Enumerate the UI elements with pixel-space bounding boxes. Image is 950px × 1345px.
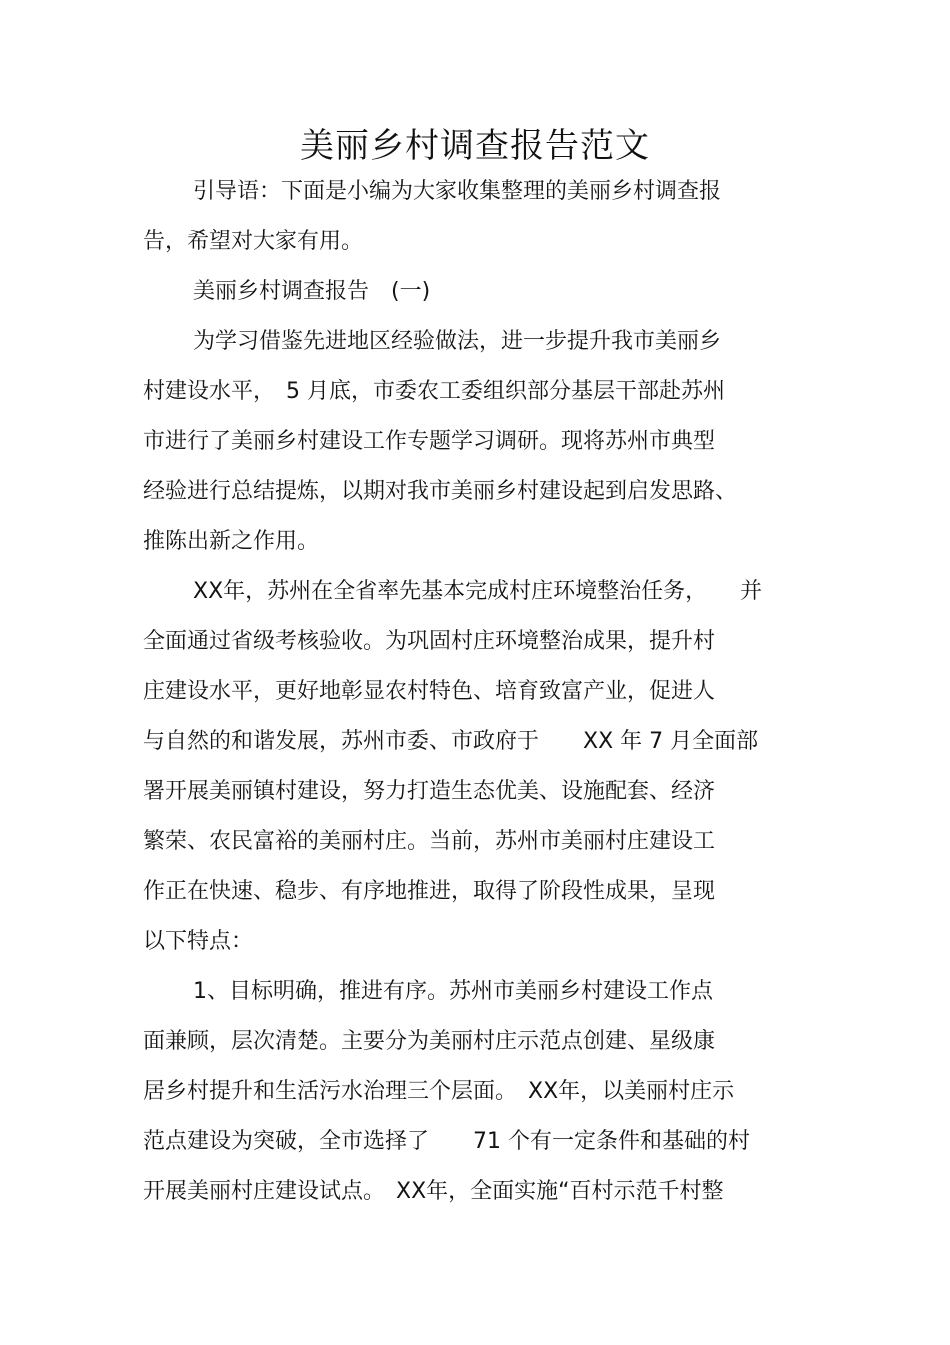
body-line-3: 为学习借鉴先进地区经验做法，进一步提升我市美丽乡 (193, 329, 722, 354)
body-line-12: 署开展美丽镇村建设，努力打造生态优美、设施配套、经济 (143, 779, 716, 804)
body-line-7: 推陈出新之作用。 (143, 529, 320, 554)
body-line-11: 与自然的和谐发展，苏州市委、市政府于 XX 年 7 月全面部 (143, 729, 759, 754)
body-line-13: 繁荣、农民富裕的美丽村庄。当前，苏州市美丽村庄建设工 (143, 829, 716, 854)
section-heading: 美丽乡村调查报告 (一) (193, 279, 431, 304)
body-line-10: 庄建设水平，更好地彰显农村特色、培育致富产业，促进人 (143, 679, 716, 704)
body-line-16: 1、目标明确，推进有序。苏州市美丽乡村建设工作点 (193, 979, 713, 1004)
body-line-17: 面兼顾，层次清楚。主要分为美丽村庄示范点创建、星级康 (143, 1029, 716, 1054)
body-line-1: 引导语：下面是小编为大家收集整理的美丽乡村调查报 (193, 179, 722, 204)
body-line-14: 作正在快速、稳步、有序地推进，取得了阶段性成果，呈现 (143, 879, 716, 904)
body-line-15: 以下特点： (143, 929, 254, 954)
body-line-5: 市进行了美丽乡村建设工作专题学习调研。现将苏州市典型 (143, 429, 716, 454)
body-line-19: 范点建设为突破，全市选择了 71 个有一定条件和基础的村 (143, 1129, 750, 1154)
body-line-18: 居乡村提升和生活污水治理三个层面。 XX年，以美丽村庄示 (143, 1079, 735, 1104)
document-title: 美丽乡村调查报告范文 (300, 126, 650, 166)
body-line-9: 全面通过省级考核验收。为巩固村庄环境整治成果，提升村 (143, 629, 716, 654)
body-line-20: 开展美丽村庄建设试点。 XX年，全面实施“百村示范千村整 (143, 1179, 724, 1204)
body-line-2: 告，希望对大家有用。 (143, 229, 364, 254)
body-line-8: XX年，苏州在全省率先基本完成村庄环境整治任务， 并 (193, 579, 763, 604)
body-line-6: 经验进行总结提炼，以期对我市美丽乡村建设起到启发思路、 (143, 479, 738, 504)
body-line-4: 村建设水平， 5 月底，市委农工委组织部分基层干部赴苏州 (143, 379, 725, 404)
